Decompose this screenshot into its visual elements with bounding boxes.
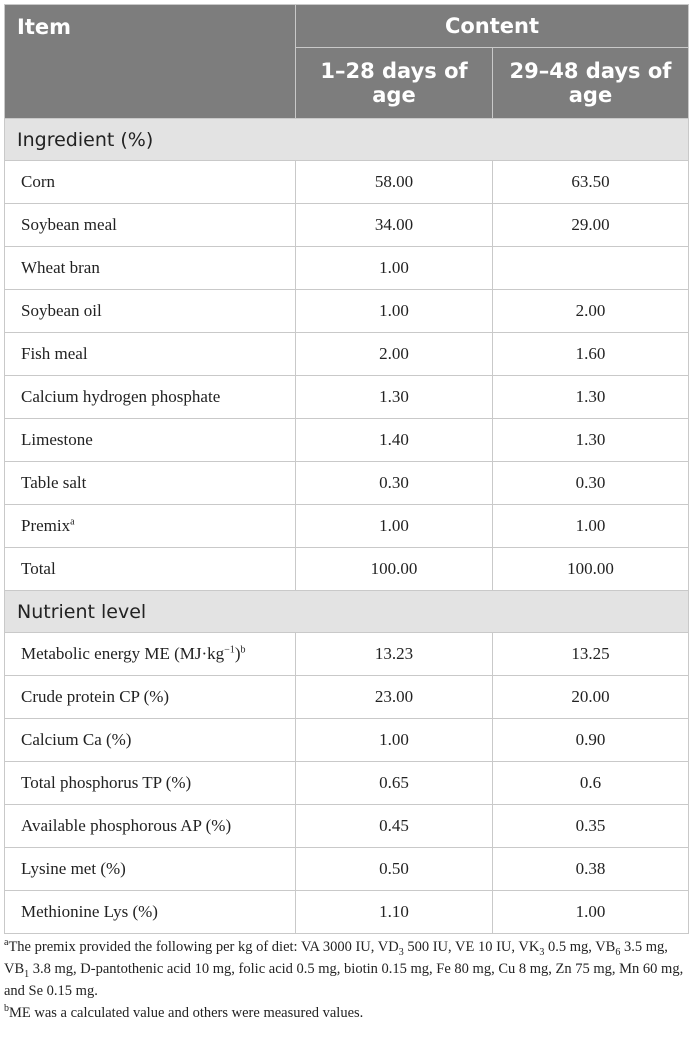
row-label: Metabolic energy ME $(MJ\cdot kg^{-1})^b$ bbox=[5, 633, 296, 676]
row-label: Corn bbox=[5, 161, 296, 204]
table-row bbox=[5, 505, 689, 548]
table-row bbox=[5, 462, 689, 505]
diet-composition-table bbox=[4, 4, 689, 934]
value-29-48-days: 13.25 bbox=[493, 633, 689, 676]
row-label: Soybean oil bbox=[5, 290, 296, 333]
row-label: Crude protein CP (%) bbox=[5, 676, 296, 719]
value-29-48-days: 20.00 bbox=[493, 676, 689, 719]
value-29-48-days: 100.00 bbox=[493, 548, 689, 591]
row-label: Calcium Ca (%) bbox=[5, 719, 296, 762]
value-29-48-days: 1.30 bbox=[493, 376, 689, 419]
row-label: Available phosphorous AP (%) bbox=[5, 805, 296, 848]
value-29-48-days bbox=[493, 247, 689, 290]
value-29-48-days: 0.30 bbox=[493, 462, 689, 505]
footnote-b-text: ME was a calculated value and others were measured values. bbox=[9, 1005, 364, 1021]
footnote-marker: b bbox=[240, 644, 246, 656]
table-row bbox=[5, 290, 689, 333]
value-1-28-days: 23.00 bbox=[296, 676, 493, 719]
value-1-28-days: 1.00 bbox=[296, 505, 493, 548]
table-row bbox=[5, 161, 689, 204]
row-label: Limestone bbox=[5, 419, 296, 462]
value-1-28-days: 1.10 bbox=[296, 891, 493, 934]
value-1-28-days: 1.00 bbox=[296, 247, 493, 290]
value-1-28-days: 0.50 bbox=[296, 848, 493, 891]
row-label: Wheat bran bbox=[5, 247, 296, 290]
value-1-28-days: 0.65 bbox=[296, 762, 493, 805]
value-1-28-days: 1.00 bbox=[296, 719, 493, 762]
table-body bbox=[5, 119, 689, 934]
value-1-28-days: 2.00 bbox=[296, 333, 493, 376]
value-29-48-days: 0.38 bbox=[493, 848, 689, 891]
table-row bbox=[5, 204, 689, 247]
row-label: Total bbox=[5, 548, 296, 591]
table-row bbox=[5, 805, 689, 848]
table-row bbox=[5, 676, 689, 719]
row-label: Soybean meal bbox=[5, 204, 296, 247]
row-label: Fish meal bbox=[5, 333, 296, 376]
table-row bbox=[5, 247, 689, 290]
value-1-28-days: 100.00 bbox=[296, 548, 493, 591]
value-29-48-days: 0.90 bbox=[493, 719, 689, 762]
row-label: Lysine met (%) bbox=[5, 848, 296, 891]
footnote-b-mark: b bbox=[4, 1003, 9, 1015]
table-row bbox=[5, 891, 689, 934]
value-1-28-days: 1.30 bbox=[296, 376, 493, 419]
value-1-28-days: 58.00 bbox=[296, 161, 493, 204]
row-label: Total phosphorus TP (%) bbox=[5, 762, 296, 805]
value-29-48-days: 2.00 bbox=[493, 290, 689, 333]
value-29-48-days: 1.30 bbox=[493, 419, 689, 462]
table-row bbox=[5, 848, 689, 891]
row-label: Table salt bbox=[5, 462, 296, 505]
footnotes bbox=[4, 936, 688, 1024]
table-row bbox=[5, 376, 689, 419]
value-1-28-days: 13.23 bbox=[296, 633, 493, 676]
header-col-1-28-days: 1–28 days of age bbox=[296, 48, 493, 119]
value-29-48-days: 1.00 bbox=[493, 891, 689, 934]
section-header bbox=[5, 591, 689, 633]
value-1-28-days: 0.30 bbox=[296, 462, 493, 505]
table-row bbox=[5, 333, 689, 376]
row-label: Premix$^a$ bbox=[5, 505, 296, 548]
value-29-48-days: 29.00 bbox=[493, 204, 689, 247]
header-col-29-48-days: 29–48 days of age bbox=[493, 48, 689, 119]
footnote-a: $^a$The premix provided the following per kg of diet: VA 3000 IU, $VD_3$ 500 IU, VE 10 IU, $VK_3$ 0.5 mg, $VB_6$ 3.5 mg, $VB_1$ 3.8 mg, D-pantothenic acid 10 mg, folic acid 0.5 mg, biotin 0.15 mg, Fe 80 mg, Cu 8 mg, Zn 75 mg, Mn 60 mg, and Se 0.15 mg. bbox=[4, 937, 684, 999]
value-1-28-days: 1.00 bbox=[296, 290, 493, 333]
table-row bbox=[5, 633, 689, 676]
value-1-28-days: 34.00 bbox=[296, 204, 493, 247]
value-29-48-days: 1.60 bbox=[493, 333, 689, 376]
footnote-a-mark: a bbox=[4, 937, 9, 949]
value-29-48-days: 0.6 bbox=[493, 762, 689, 805]
value-29-48-days: 63.50 bbox=[493, 161, 689, 204]
row-label: Methionine Lys (%) bbox=[5, 891, 296, 934]
footnote-b bbox=[4, 1002, 688, 1024]
row-label: Calcium hydrogen phosphate bbox=[5, 376, 296, 419]
value-1-28-days: 0.45 bbox=[296, 805, 493, 848]
table-row bbox=[5, 548, 689, 591]
value-29-48-days: 0.35 bbox=[493, 805, 689, 848]
section-header bbox=[5, 119, 689, 161]
section-title: Ingredient (%) bbox=[5, 119, 689, 161]
header-item: Item bbox=[5, 5, 296, 119]
value-1-28-days: 1.40 bbox=[296, 419, 493, 462]
header-content: Content bbox=[296, 5, 689, 48]
section-title: Nutrient level bbox=[5, 591, 689, 633]
value-29-48-days: 1.00 bbox=[493, 505, 689, 548]
table-row bbox=[5, 419, 689, 462]
table-row bbox=[5, 762, 689, 805]
table-row bbox=[5, 719, 689, 762]
footnote-marker: a bbox=[70, 516, 75, 528]
